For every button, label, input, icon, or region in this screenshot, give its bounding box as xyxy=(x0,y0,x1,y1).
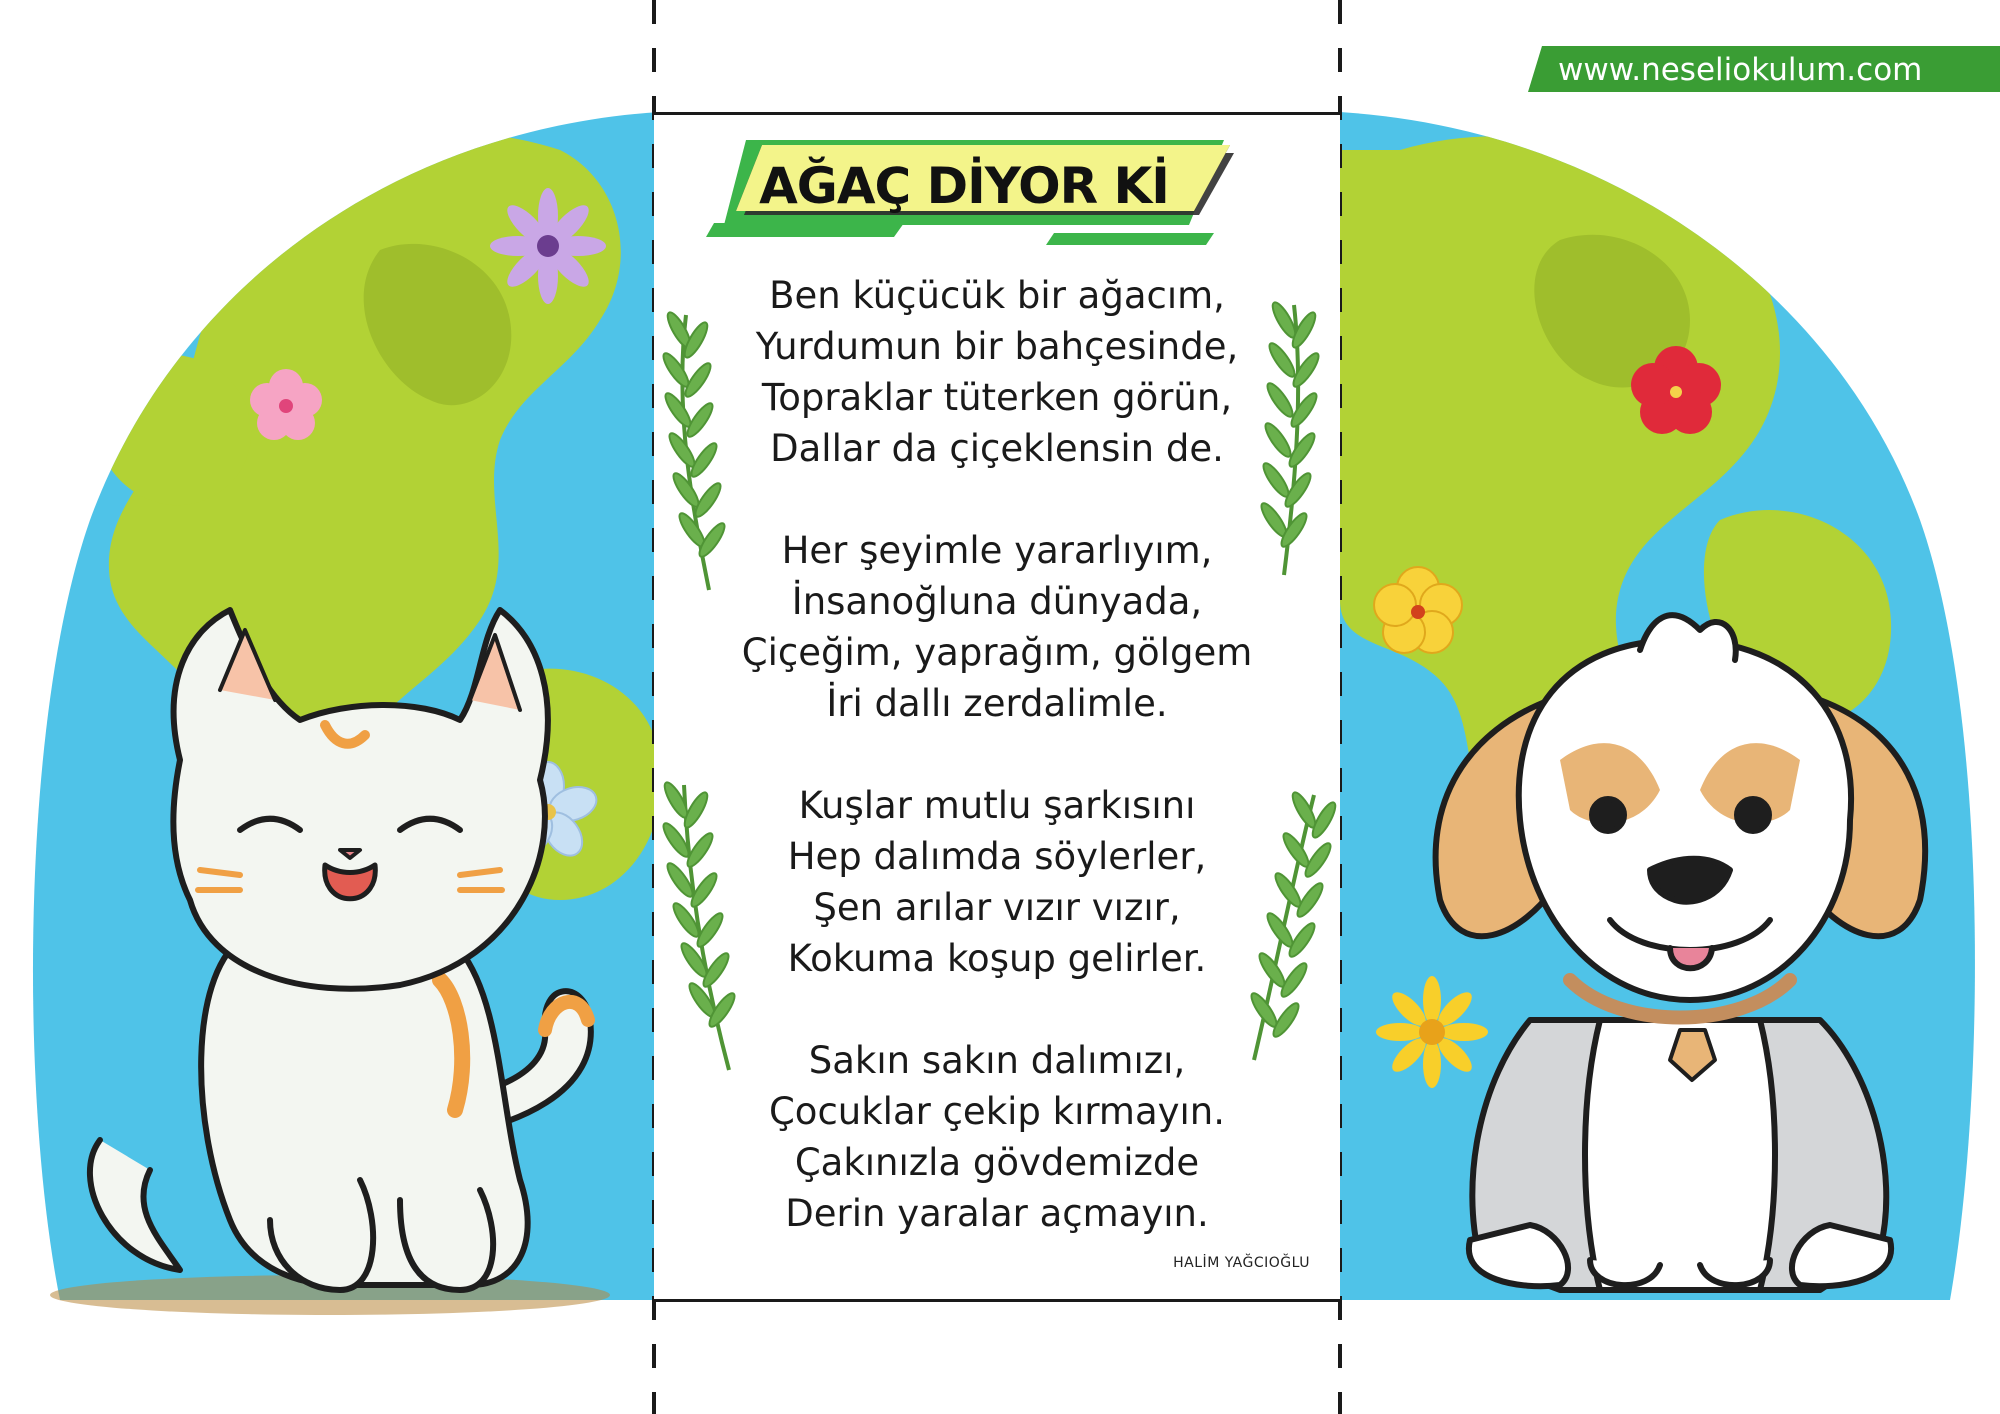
poem-line: Ben küçücük bir ağacım, xyxy=(769,274,1225,317)
poem-line: Yurdumun bir bahçesinde, xyxy=(755,325,1239,368)
website-link[interactable]: www.neseliokulum.com xyxy=(1558,52,1923,88)
title-banner xyxy=(724,131,1284,241)
poem-line: Dallar da çiçeklensin de. xyxy=(770,427,1224,470)
poem-line: İri dallı zerdalimle. xyxy=(826,682,1168,725)
poem-line: Kuşlar mutlu şarkısını xyxy=(798,784,1196,827)
poem-line: İnsanoğluna dünyada, xyxy=(791,580,1203,623)
poem-line: Çocuklar çekip kırmayın. xyxy=(768,1090,1226,1133)
website-banner xyxy=(1528,46,2000,92)
poem-panel xyxy=(654,112,1340,1302)
poem-line: Topraklar tüterken görün, xyxy=(761,376,1233,419)
poem-line: Her şeyimle yararlıyım, xyxy=(781,529,1213,572)
poem-line: Hep dalımda söylerler, xyxy=(787,835,1207,878)
stanza xyxy=(654,270,1340,474)
stanza xyxy=(654,1035,1340,1239)
stanza xyxy=(654,525,1340,729)
poem-author: HALİM YAĞCIOĞLU xyxy=(1173,1255,1310,1271)
poem-line: Çiçeğim, yaprağım, gölgem xyxy=(741,631,1253,674)
poem-line: Sakın sakın dalımızı, xyxy=(808,1039,1186,1082)
poem-title: AĞAÇ DİYOR Kİ xyxy=(759,157,1169,215)
poem-line: Kokuma koşup gelirler. xyxy=(787,937,1207,980)
poem-line: Derin yaralar açmayın. xyxy=(785,1192,1209,1235)
poem-body xyxy=(654,270,1340,1239)
stanza xyxy=(654,780,1340,984)
poem-line: Çakınızla gövdemizde xyxy=(794,1141,1200,1184)
poem-line: Şen arılar vızır vızır, xyxy=(813,886,1181,929)
